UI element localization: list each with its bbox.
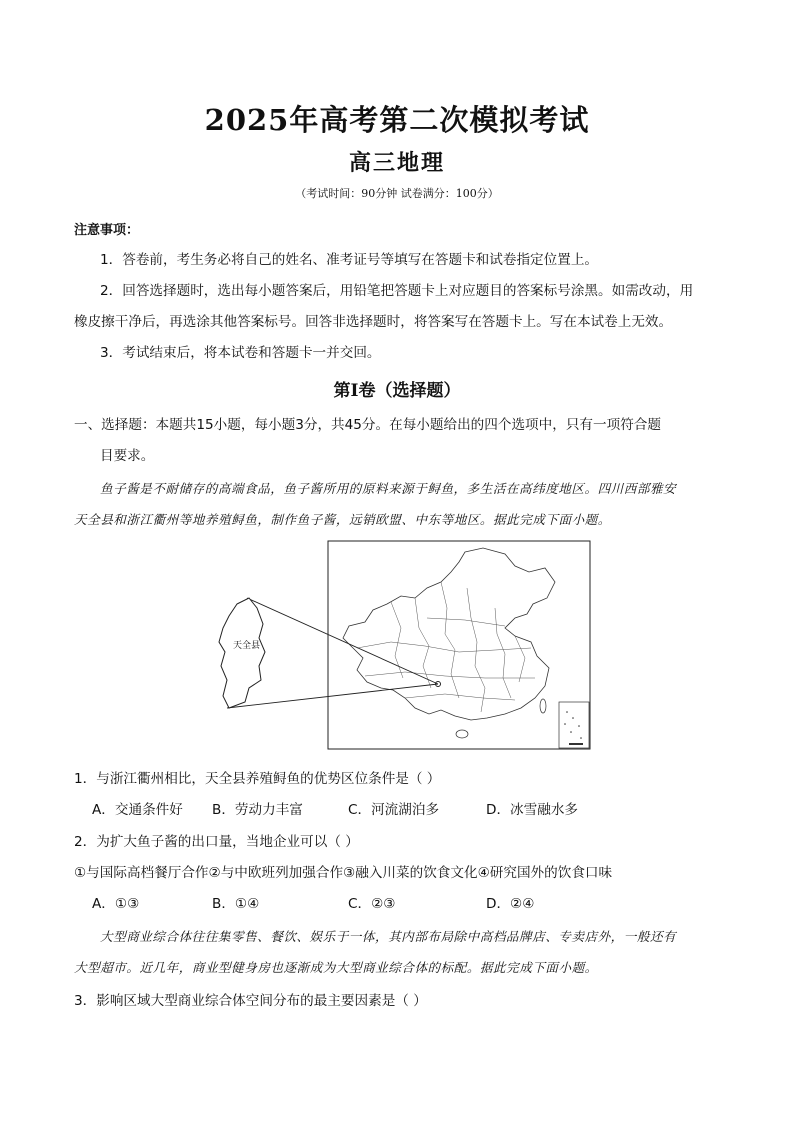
question-3-stem: 3．影响区域大型商业综合体空间分布的最主要因素是（ ） <box>74 993 427 1009</box>
q2-option-b: B．①④ <box>212 896 260 912</box>
scale-bar <box>569 743 583 745</box>
subject-title: 高三地理 <box>348 150 445 176</box>
exam-title: 2025年高考第二次模拟考试 <box>204 103 590 137</box>
passage-2-line-1: 大型商业综合体往往集零售、餐饮、娱乐于一体，其内部布局除中高档品牌店、专卖店外，一般还有 <box>100 929 677 944</box>
south-china-sea-inset <box>559 702 589 748</box>
notice-item-1: 1．答卷前，考生务必将自己的姓名、准考证号等填写在答题卡和试卷指定位置上。 <box>100 252 599 268</box>
question-1-stem: 1．与浙江衢州相比，天全县养殖鲟鱼的优势区位条件是（ ） <box>74 771 441 787</box>
section-intro-cont: 目要求。 <box>100 448 155 464</box>
q1-option-c: C．河流湖泊多 <box>348 802 440 818</box>
notice-heading: 注意事项： <box>74 223 140 238</box>
passage-1-line-2: 天全县和浙江衢州等地养殖鲟鱼，制作鱼子酱，远销欧盟、中东等地区。据此完成下面小题。 <box>74 512 611 527</box>
q1-option-a: A．交通条件好 <box>92 802 183 818</box>
tianquan-label: 天全县 <box>233 641 261 651</box>
question-2-stem: 2．为扩大鱼子酱的出口量，当地企业可以（ ） <box>74 834 359 850</box>
q1-option-d: D．冰雪融水多 <box>486 802 579 818</box>
china-map-figure <box>215 538 595 754</box>
exam-info: （考试时间：90分钟 试卷满分：100分） <box>295 187 499 200</box>
notice-item-2-cont: 橡皮擦干净后，再选涂其他答案标号。回答非选择题时，将答案写在答题卡上。写在本试卷上无效。 <box>74 314 673 330</box>
question-2-statements: ①与国际高档餐厅合作②与中欧班列加强合作③融入川菜的饮食文化④研究国外的饮食口味 <box>74 865 613 881</box>
section-intro: 一、选择题：本题共15小题，每小题3分，共45分。在每小题给出的四个选项中，只有一项符合题 <box>74 417 661 433</box>
q2-option-d: D．②④ <box>486 896 535 912</box>
taiwan-island <box>540 699 546 713</box>
section-title: 第Ⅰ卷（选择题） <box>333 381 461 401</box>
notice-item-3: 3．考试结束后，将本试卷和答题卡一并交回。 <box>100 345 381 361</box>
hainan-island <box>456 730 468 738</box>
tianquan-county-outline <box>219 598 265 708</box>
passage-1-line-1: 鱼子酱是不耐储存的高端食品，鱼子酱所用的原料来源于鲟鱼，多生活在高纬度地区。四川西部雅安 <box>100 481 677 496</box>
q2-option-a: A．①③ <box>92 896 140 912</box>
q1-option-b: B．劳动力丰富 <box>212 802 303 818</box>
notice-item-2: 2．回答选择题时，选出每小题答案后，用铅笔把答题卡上对应题目的答案标号涂黑。如需改动，用 <box>100 283 694 299</box>
passage-2-line-2: 大型超市。近几年，商业型健身房也逐渐成为大型商业综合体的标配。据此完成下面小题。 <box>74 960 598 975</box>
q2-option-c: C．②③ <box>348 896 396 912</box>
